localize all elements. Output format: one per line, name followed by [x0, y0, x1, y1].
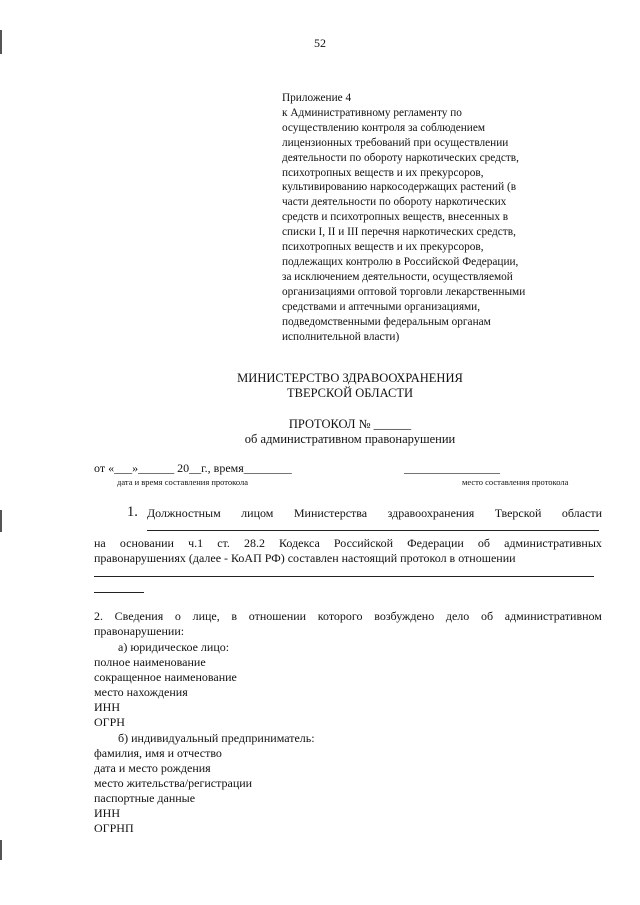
- subject-name-line-continued[interactable]: [94, 592, 144, 593]
- text-word: административных: [504, 536, 602, 550]
- section-1-line2: [94, 536, 602, 551]
- text-word: области: [561, 506, 602, 520]
- text-word: Должностным: [147, 506, 221, 520]
- official-name-line[interactable]: [147, 530, 599, 531]
- appendix-line: психотропных веществ и их прекурсоров,: [282, 241, 484, 254]
- text-word: административном: [504, 609, 602, 623]
- scan-edge-mark: [0, 510, 2, 532]
- protocol-subtitle: об административном правонарушении: [244, 432, 456, 446]
- text-word: возбуждено: [374, 609, 435, 623]
- appendix-line: средствами и аптечными организациями,: [282, 300, 481, 313]
- text-word: отношении: [248, 609, 307, 623]
- text-word: о: [174, 609, 181, 623]
- ip-passport-label: паспортные данные: [94, 791, 196, 805]
- scan-edge-mark: [0, 840, 2, 860]
- section-2-line1: [94, 609, 602, 624]
- text-word: основании: [119, 536, 174, 550]
- appendix-line: средств и психотропных веществ, внесенных в: [282, 211, 509, 224]
- appendix-line: подлежащих контролю в Российской Федерации,: [282, 255, 519, 268]
- text-word: 28.2: [243, 536, 265, 550]
- appendix-line: Приложение 4: [282, 92, 352, 104]
- section-2-line2: правонарушении:: [94, 624, 185, 638]
- legal-location-label: место нахождения: [94, 685, 188, 699]
- text-word: дело: [445, 609, 470, 623]
- appendix-line: за исключением деятельности, осуществляемой: [282, 270, 513, 283]
- legal-entity-heading: а) юридическое лицо:: [118, 640, 230, 654]
- appendix-line: организациями оптовой торговли лекарственными: [282, 285, 526, 298]
- text-word: Министерства: [293, 506, 368, 520]
- place-caption: место составления протокола: [462, 477, 569, 487]
- text-word: 2.: [94, 609, 103, 623]
- text-word: Кодекса: [279, 536, 320, 550]
- ip-inn-label: ИНН: [94, 806, 120, 820]
- entrepreneur-heading: б) индивидуальный предприниматель:: [118, 731, 315, 745]
- text-word: ч.1: [188, 536, 204, 550]
- protocol-place-field[interactable]: ________________: [404, 461, 500, 475]
- text-word: об: [477, 536, 490, 550]
- text-word: лицом: [241, 506, 274, 520]
- appendix-line: осуществлению контроля за соблюдением: [282, 121, 486, 134]
- appendix-line: психотропных веществ и их прекурсоров,: [282, 166, 484, 179]
- appendix-line: подведомственными федеральным органам: [282, 315, 491, 328]
- protocol-date-time-field[interactable]: от «___»______ 20__г., время________: [94, 461, 292, 475]
- legal-inn-label: ИНН: [94, 700, 120, 714]
- appendix-line: списки I, II и III перечня наркотических средств,: [282, 226, 516, 239]
- legal-ogrn-label: ОГРН: [94, 715, 125, 729]
- text-word: Сведения: [114, 609, 164, 623]
- ip-ogrnip-label: ОГРНП: [94, 821, 134, 835]
- section-1-line3: правонарушениях (далее - КоАП РФ) составлен настоящий протокол в отношении: [94, 551, 516, 565]
- appendix-block: [282, 91, 525, 344]
- appendix-line: культивированию наркосодержащих растений (в: [282, 181, 517, 194]
- appendix-line: исполнительной власти): [282, 330, 400, 343]
- section-1-line1: [147, 506, 602, 521]
- text-word: Федерации: [407, 536, 464, 550]
- text-word: в: [231, 609, 238, 623]
- subject-name-line[interactable]: [94, 576, 594, 577]
- date-time-caption: дата и время составления протокола: [117, 477, 249, 487]
- page-number: 52: [314, 36, 326, 50]
- text-word: ст.: [217, 536, 230, 550]
- ip-residence-label: место жительства/регистрации: [94, 776, 253, 790]
- appendix-line: деятельности по обороту наркотических средств,: [282, 151, 519, 164]
- legal-full-name-label: полное наименование: [94, 655, 206, 669]
- appendix-line: к Административному регламенту по: [282, 106, 462, 119]
- text-word: об: [480, 609, 494, 623]
- text-word: на: [94, 536, 106, 550]
- text-word: лице,: [192, 609, 220, 623]
- section-1-number: 1.: [127, 504, 138, 520]
- text-word: Российской: [333, 536, 394, 550]
- ip-birth-label: дата и место рождения: [94, 761, 211, 775]
- ministry-title: МИНИСТЕРСТВО ЗДРАВООХРАНЕНИЯ: [237, 371, 463, 385]
- ip-fullname-label: фамилия, имя и отчество: [94, 746, 222, 760]
- text-word: Тверской: [494, 506, 542, 520]
- text-word: здравоохранения: [387, 506, 475, 520]
- protocol-title: ПРОТОКОЛ № ______: [288, 417, 412, 431]
- appendix-line: лицензионных требований при осуществлении: [282, 136, 509, 149]
- ministry-region: ТВЕРСКОЙ ОБЛАСТИ: [286, 386, 414, 400]
- legal-short-name-label: сокращенное наименование: [94, 670, 237, 684]
- text-word: которого: [317, 609, 363, 623]
- appendix-line: части деятельности по обороту наркотических: [282, 196, 507, 209]
